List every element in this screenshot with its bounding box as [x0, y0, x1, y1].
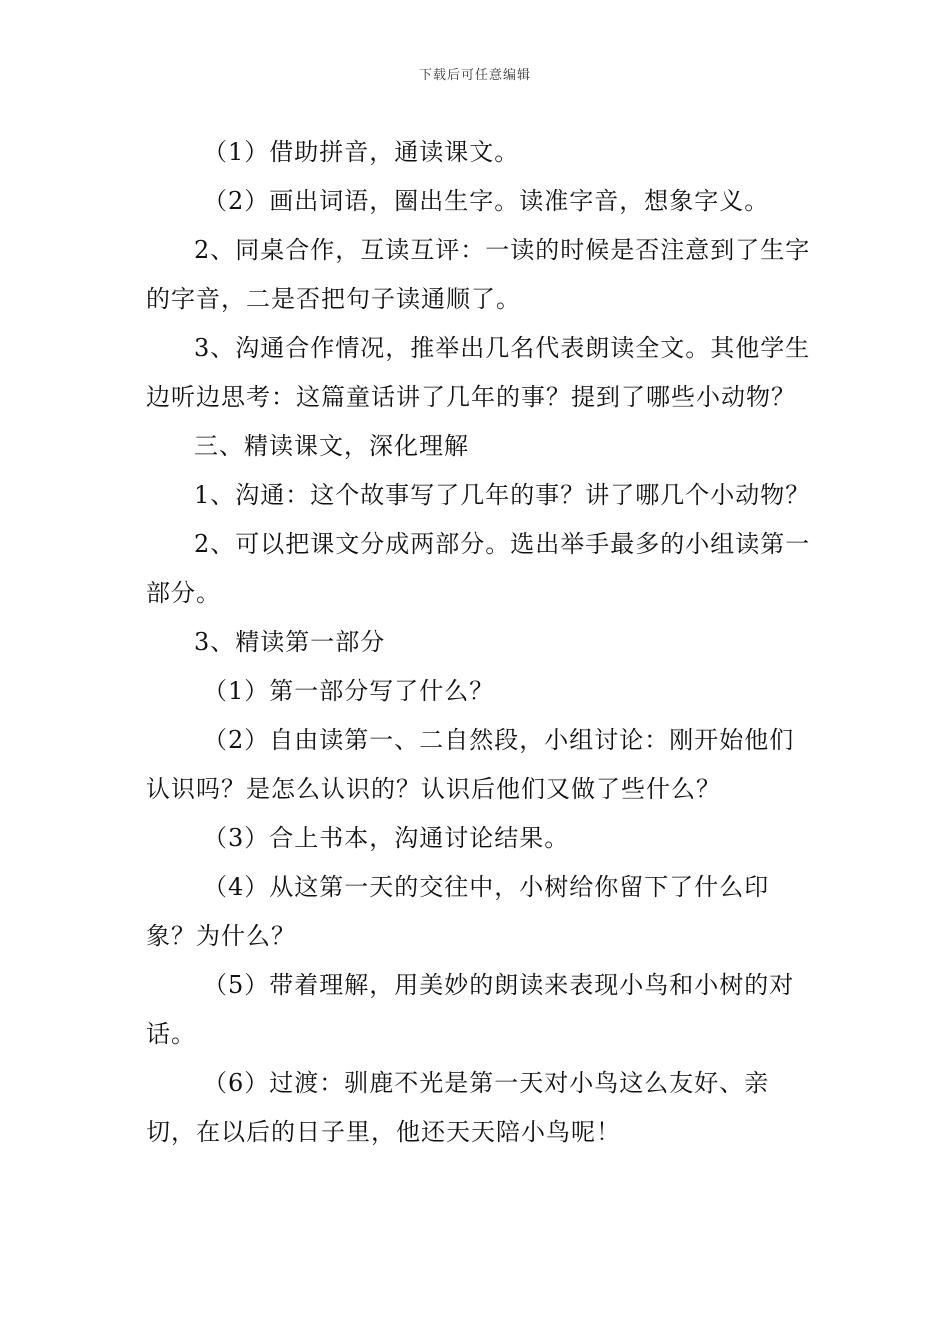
paragraph: 2、可以把课文分成两部分。选出举手最多的小组读第一部分。 [146, 530, 811, 607]
paragraph: 1、沟通：这个故事写了几年的事？讲了哪几个小动物？ [194, 481, 811, 509]
paragraph: （5）带着理解，用美妙的朗读来表现小鸟和小树的对话。 [146, 971, 795, 1048]
paragraph: 2、同桌合作，互读互评：一读的时候是否注意到了生字的字音，二是否把句子读通顺了。 [146, 236, 811, 313]
paragraph: （4）从这第一天的交往中，小树给你留下了什么印象？为什么？ [146, 873, 770, 950]
paragraph: （6）过渡：驯鹿不光是第一天对小鸟这么友好、亲切，在以后的日子里，他还天天陪小鸟呢！ [146, 1069, 770, 1146]
paragraph: （1）借助拼音，通读课文。 [203, 138, 520, 166]
paragraph: （1）第一部分写了什么？ [203, 677, 495, 705]
document-body [146, 128, 811, 1157]
paragraph: （2）自由读第一、二自然段，小组讨论：刚开始他们认识吗？是怎么认识的？认识后他们又做了些什么？ [146, 726, 795, 803]
paragraph: 3、精读第一部分 [194, 628, 386, 656]
page-header: 下载后可任意编辑 [418, 68, 531, 83]
paragraph: （3）合上书本，沟通讨论结果。 [203, 824, 570, 852]
section-heading: 三、精读课文，深化理解 [194, 432, 469, 460]
paragraph: （2）画出词语，圈出生字。读准字音，想象字义。 [203, 187, 770, 215]
paragraph: 3、沟通合作情况，推举出几名代表朗读全文。其他学生边听边思考：这篇童话讲了几年的事？提到了哪些小动物？ [146, 334, 811, 411]
